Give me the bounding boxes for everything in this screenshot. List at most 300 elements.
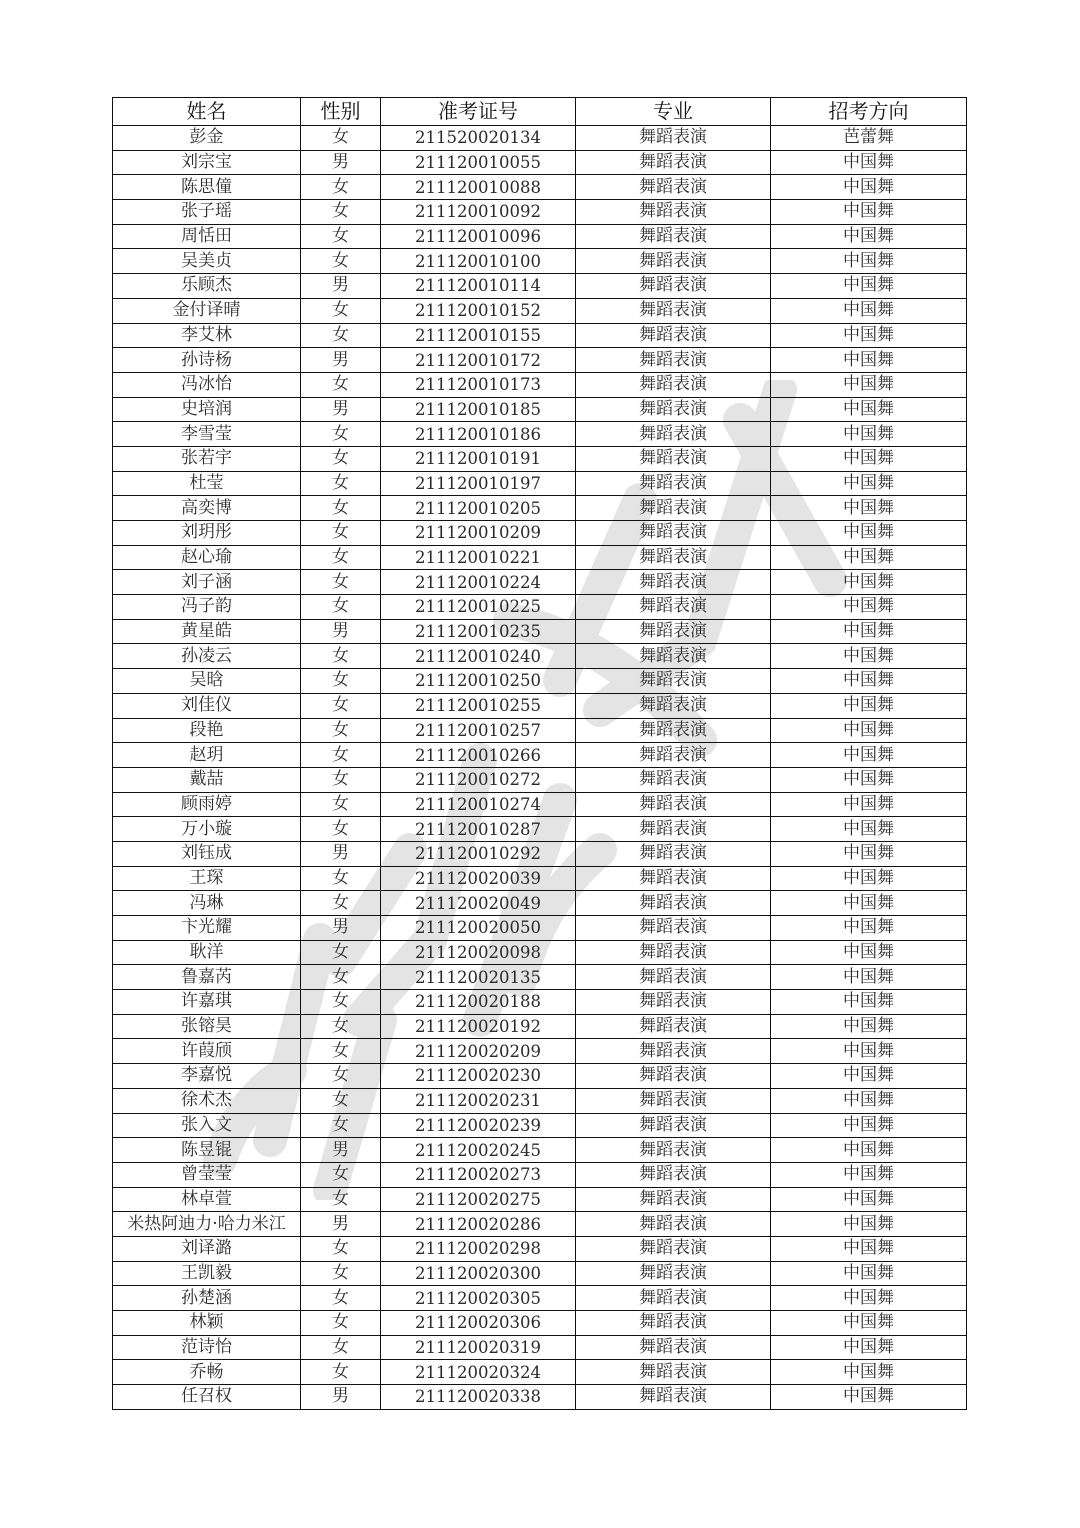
cell-name: 许葭颀 bbox=[113, 1039, 301, 1064]
table-row bbox=[113, 891, 967, 916]
cell-direction: 芭蕾舞 bbox=[771, 126, 967, 151]
cell-gender: 女 bbox=[301, 1113, 381, 1138]
cell-exam-id: 211120020245 bbox=[381, 1138, 576, 1163]
cell-major: 舞蹈表演 bbox=[576, 1113, 771, 1138]
cell-exam-id: 211120020188 bbox=[381, 990, 576, 1015]
cell-major: 舞蹈表演 bbox=[576, 150, 771, 175]
cell-exam-id: 211120010240 bbox=[381, 644, 576, 669]
cell-direction: 中国舞 bbox=[771, 693, 967, 718]
cell-gender: 女 bbox=[301, 891, 381, 916]
cell-exam-id: 211120010224 bbox=[381, 570, 576, 595]
cell-gender: 女 bbox=[301, 767, 381, 792]
table-row bbox=[113, 1335, 967, 1360]
cell-name: 杜莹 bbox=[113, 471, 301, 496]
cell-gender: 男 bbox=[301, 1212, 381, 1237]
cell-direction: 中国舞 bbox=[771, 1113, 967, 1138]
cell-exam-id: 211120010152 bbox=[381, 298, 576, 323]
cell-name: 顾雨婷 bbox=[113, 792, 301, 817]
cell-major: 舞蹈表演 bbox=[576, 891, 771, 916]
table-row bbox=[113, 1014, 967, 1039]
table-body bbox=[113, 126, 967, 1410]
cell-exam-id: 211120010055 bbox=[381, 150, 576, 175]
table-row bbox=[113, 521, 967, 546]
cell-major: 舞蹈表演 bbox=[576, 1039, 771, 1064]
cell-gender: 女 bbox=[301, 866, 381, 891]
cell-gender: 女 bbox=[301, 817, 381, 842]
cell-name: 高奕博 bbox=[113, 496, 301, 521]
cell-major: 舞蹈表演 bbox=[576, 743, 771, 768]
table-row bbox=[113, 1261, 967, 1286]
cell-exam-id: 211120010205 bbox=[381, 496, 576, 521]
table-row bbox=[113, 792, 967, 817]
table-row bbox=[113, 1385, 967, 1410]
table-row bbox=[113, 570, 967, 595]
cell-major: 舞蹈表演 bbox=[576, 767, 771, 792]
table-row bbox=[113, 200, 967, 225]
cell-name: 彭金 bbox=[113, 126, 301, 151]
cell-name: 卞光耀 bbox=[113, 916, 301, 941]
cell-direction: 中国舞 bbox=[771, 1064, 967, 1089]
cell-name: 许嘉琪 bbox=[113, 990, 301, 1015]
cell-name: 万小璇 bbox=[113, 817, 301, 842]
table-row bbox=[113, 1187, 967, 1212]
cell-direction: 中国舞 bbox=[771, 298, 967, 323]
cell-major: 舞蹈表演 bbox=[576, 866, 771, 891]
cell-direction: 中国舞 bbox=[771, 274, 967, 299]
cell-exam-id: 211120020049 bbox=[381, 891, 576, 916]
cell-gender: 女 bbox=[301, 693, 381, 718]
cell-major: 舞蹈表演 bbox=[576, 471, 771, 496]
cell-major: 舞蹈表演 bbox=[576, 200, 771, 225]
cell-gender: 男 bbox=[301, 150, 381, 175]
cell-direction: 中国舞 bbox=[771, 669, 967, 694]
cell-gender: 女 bbox=[301, 743, 381, 768]
cell-name: 刘子涵 bbox=[113, 570, 301, 595]
cell-gender: 女 bbox=[301, 126, 381, 151]
cell-direction: 中国舞 bbox=[771, 1335, 967, 1360]
table-row bbox=[113, 965, 967, 990]
cell-name: 林卓萱 bbox=[113, 1187, 301, 1212]
table-row bbox=[113, 175, 967, 200]
table-row bbox=[113, 298, 967, 323]
cell-name: 李雪莹 bbox=[113, 422, 301, 447]
admission-list-table bbox=[112, 97, 967, 1410]
cell-exam-id: 211120020306 bbox=[381, 1311, 576, 1336]
cell-gender: 女 bbox=[301, 595, 381, 620]
cell-major: 舞蹈表演 bbox=[576, 693, 771, 718]
cell-gender: 男 bbox=[301, 1138, 381, 1163]
cell-exam-id: 211120010191 bbox=[381, 446, 576, 471]
cell-exam-id: 211120020273 bbox=[381, 1162, 576, 1187]
cell-gender: 女 bbox=[301, 1064, 381, 1089]
cell-gender: 女 bbox=[301, 1360, 381, 1385]
cell-name: 张镕昊 bbox=[113, 1014, 301, 1039]
table-row bbox=[113, 372, 967, 397]
cell-major: 舞蹈表演 bbox=[576, 224, 771, 249]
cell-exam-id: 211120020305 bbox=[381, 1286, 576, 1311]
cell-gender: 女 bbox=[301, 545, 381, 570]
cell-name: 吴晗 bbox=[113, 669, 301, 694]
cell-name: 陈昱锟 bbox=[113, 1138, 301, 1163]
header-direction: 招考方向 bbox=[771, 98, 967, 126]
cell-name: 李嘉悦 bbox=[113, 1064, 301, 1089]
table-row bbox=[113, 1212, 967, 1237]
table-row bbox=[113, 422, 967, 447]
header-exam-id: 准考证号 bbox=[381, 98, 576, 126]
cell-major: 舞蹈表演 bbox=[576, 274, 771, 299]
cell-name: 黄星皓 bbox=[113, 619, 301, 644]
cell-gender: 男 bbox=[301, 916, 381, 941]
cell-exam-id: 211120010257 bbox=[381, 718, 576, 743]
cell-gender: 女 bbox=[301, 521, 381, 546]
table-row bbox=[113, 693, 967, 718]
cell-gender: 女 bbox=[301, 200, 381, 225]
table-row bbox=[113, 1360, 967, 1385]
cell-exam-id: 211120010114 bbox=[381, 274, 576, 299]
cell-direction: 中国舞 bbox=[771, 595, 967, 620]
cell-direction: 中国舞 bbox=[771, 792, 967, 817]
cell-name: 鲁嘉芮 bbox=[113, 965, 301, 990]
table-row bbox=[113, 1138, 967, 1163]
cell-direction: 中国舞 bbox=[771, 1138, 967, 1163]
cell-gender: 女 bbox=[301, 1162, 381, 1187]
cell-major: 舞蹈表演 bbox=[576, 126, 771, 151]
cell-gender: 女 bbox=[301, 224, 381, 249]
cell-exam-id: 211120010287 bbox=[381, 817, 576, 842]
cell-gender: 女 bbox=[301, 496, 381, 521]
cell-exam-id: 211120010292 bbox=[381, 841, 576, 866]
cell-direction: 中国舞 bbox=[771, 249, 967, 274]
cell-direction: 中国舞 bbox=[771, 150, 967, 175]
cell-direction: 中国舞 bbox=[771, 817, 967, 842]
cell-name: 吴美贞 bbox=[113, 249, 301, 274]
table-row bbox=[113, 619, 967, 644]
cell-major: 舞蹈表演 bbox=[576, 446, 771, 471]
cell-direction: 中国舞 bbox=[771, 916, 967, 941]
cell-direction: 中国舞 bbox=[771, 1311, 967, 1336]
cell-name: 任召权 bbox=[113, 1385, 301, 1410]
cell-gender: 男 bbox=[301, 841, 381, 866]
cell-major: 舞蹈表演 bbox=[576, 817, 771, 842]
cell-exam-id: 211120010185 bbox=[381, 397, 576, 422]
table-row bbox=[113, 1311, 967, 1336]
cell-exam-id: 211120020231 bbox=[381, 1088, 576, 1113]
cell-name: 林颖 bbox=[113, 1311, 301, 1336]
cell-exam-id: 211120020275 bbox=[381, 1187, 576, 1212]
cell-direction: 中国舞 bbox=[771, 1039, 967, 1064]
table-row bbox=[113, 397, 967, 422]
cell-exam-id: 211120020239 bbox=[381, 1113, 576, 1138]
cell-direction: 中国舞 bbox=[771, 1236, 967, 1261]
cell-gender: 女 bbox=[301, 249, 381, 274]
cell-name: 米热阿迪力·哈力米江 bbox=[113, 1212, 301, 1237]
cell-major: 舞蹈表演 bbox=[576, 496, 771, 521]
cell-direction: 中国舞 bbox=[771, 422, 967, 447]
table-row bbox=[113, 1039, 967, 1064]
cell-major: 舞蹈表演 bbox=[576, 1360, 771, 1385]
cell-name: 李艾林 bbox=[113, 323, 301, 348]
table-row bbox=[113, 1236, 967, 1261]
cell-direction: 中国舞 bbox=[771, 990, 967, 1015]
cell-direction: 中国舞 bbox=[771, 224, 967, 249]
cell-major: 舞蹈表演 bbox=[576, 323, 771, 348]
cell-major: 舞蹈表演 bbox=[576, 1014, 771, 1039]
cell-name: 刘钰成 bbox=[113, 841, 301, 866]
cell-exam-id: 211120020098 bbox=[381, 940, 576, 965]
header-gender: 性别 bbox=[301, 98, 381, 126]
cell-exam-id: 211120010209 bbox=[381, 521, 576, 546]
cell-gender: 女 bbox=[301, 1039, 381, 1064]
table-row bbox=[113, 496, 967, 521]
cell-direction: 中国舞 bbox=[771, 965, 967, 990]
cell-gender: 女 bbox=[301, 965, 381, 990]
cell-major: 舞蹈表演 bbox=[576, 1187, 771, 1212]
table-row bbox=[113, 274, 967, 299]
cell-name: 刘佳仪 bbox=[113, 693, 301, 718]
cell-name: 张若宇 bbox=[113, 446, 301, 471]
table-row bbox=[113, 940, 967, 965]
cell-exam-id: 211120020209 bbox=[381, 1039, 576, 1064]
cell-direction: 中国舞 bbox=[771, 496, 967, 521]
cell-exam-id: 211120010100 bbox=[381, 249, 576, 274]
cell-major: 舞蹈表演 bbox=[576, 1236, 771, 1261]
cell-exam-id: 211120010274 bbox=[381, 792, 576, 817]
cell-gender: 女 bbox=[301, 792, 381, 817]
cell-exam-id: 211120010092 bbox=[381, 200, 576, 225]
cell-name: 范诗怡 bbox=[113, 1335, 301, 1360]
cell-exam-id: 211120010250 bbox=[381, 669, 576, 694]
cell-major: 舞蹈表演 bbox=[576, 619, 771, 644]
cell-major: 舞蹈表演 bbox=[576, 1162, 771, 1187]
cell-gender: 男 bbox=[301, 1385, 381, 1410]
cell-gender: 女 bbox=[301, 446, 381, 471]
table-row bbox=[113, 471, 967, 496]
cell-direction: 中国舞 bbox=[771, 1385, 967, 1410]
cell-direction: 中国舞 bbox=[771, 1212, 967, 1237]
cell-direction: 中国舞 bbox=[771, 372, 967, 397]
cell-direction: 中国舞 bbox=[771, 1014, 967, 1039]
cell-name: 张子瑶 bbox=[113, 200, 301, 225]
table-row bbox=[113, 1113, 967, 1138]
cell-gender: 女 bbox=[301, 1311, 381, 1336]
cell-name: 乔畅 bbox=[113, 1360, 301, 1385]
cell-major: 舞蹈表演 bbox=[576, 595, 771, 620]
table-row bbox=[113, 718, 967, 743]
cell-gender: 女 bbox=[301, 1236, 381, 1261]
cell-gender: 女 bbox=[301, 1261, 381, 1286]
cell-name: 刘译潞 bbox=[113, 1236, 301, 1261]
cell-name: 金付译晴 bbox=[113, 298, 301, 323]
cell-exam-id: 211120010235 bbox=[381, 619, 576, 644]
cell-major: 舞蹈表演 bbox=[576, 1064, 771, 1089]
cell-name: 耿洋 bbox=[113, 940, 301, 965]
cell-exam-id: 211120020286 bbox=[381, 1212, 576, 1237]
table-row bbox=[113, 916, 967, 941]
cell-gender: 女 bbox=[301, 471, 381, 496]
cell-direction: 中国舞 bbox=[771, 644, 967, 669]
cell-name: 孙楚涵 bbox=[113, 1286, 301, 1311]
cell-direction: 中国舞 bbox=[771, 767, 967, 792]
table-row bbox=[113, 644, 967, 669]
cell-gender: 女 bbox=[301, 1088, 381, 1113]
table-row bbox=[113, 1162, 967, 1187]
cell-direction: 中国舞 bbox=[771, 1360, 967, 1385]
cell-name: 徐术杰 bbox=[113, 1088, 301, 1113]
cell-major: 舞蹈表演 bbox=[576, 249, 771, 274]
cell-major: 舞蹈表演 bbox=[576, 422, 771, 447]
cell-name: 史培润 bbox=[113, 397, 301, 422]
cell-direction: 中国舞 bbox=[771, 200, 967, 225]
cell-name: 刘宗宝 bbox=[113, 150, 301, 175]
cell-gender: 女 bbox=[301, 940, 381, 965]
cell-exam-id: 211120020039 bbox=[381, 866, 576, 891]
cell-exam-id: 211120020230 bbox=[381, 1064, 576, 1089]
cell-major: 舞蹈表演 bbox=[576, 669, 771, 694]
table-row bbox=[113, 595, 967, 620]
cell-major: 舞蹈表演 bbox=[576, 1335, 771, 1360]
cell-gender: 男 bbox=[301, 619, 381, 644]
cell-direction: 中国舞 bbox=[771, 521, 967, 546]
cell-exam-id: 211120020298 bbox=[381, 1236, 576, 1261]
cell-gender: 男 bbox=[301, 348, 381, 373]
cell-major: 舞蹈表演 bbox=[576, 1088, 771, 1113]
cell-direction: 中国舞 bbox=[771, 891, 967, 916]
table-row bbox=[113, 866, 967, 891]
header-name: 姓名 bbox=[113, 98, 301, 126]
cell-direction: 中国舞 bbox=[771, 348, 967, 373]
cell-name: 赵玥 bbox=[113, 743, 301, 768]
cell-exam-id: 211120020050 bbox=[381, 916, 576, 941]
cell-major: 舞蹈表演 bbox=[576, 1311, 771, 1336]
cell-major: 舞蹈表演 bbox=[576, 644, 771, 669]
cell-exam-id: 211120010186 bbox=[381, 422, 576, 447]
cell-gender: 女 bbox=[301, 372, 381, 397]
cell-direction: 中国舞 bbox=[771, 866, 967, 891]
cell-direction: 中国舞 bbox=[771, 940, 967, 965]
cell-major: 舞蹈表演 bbox=[576, 1138, 771, 1163]
table-row bbox=[113, 1064, 967, 1089]
cell-major: 舞蹈表演 bbox=[576, 298, 771, 323]
cell-exam-id: 211120020319 bbox=[381, 1335, 576, 1360]
cell-major: 舞蹈表演 bbox=[576, 1286, 771, 1311]
cell-gender: 女 bbox=[301, 570, 381, 595]
cell-direction: 中国舞 bbox=[771, 1162, 967, 1187]
cell-exam-id: 211120020324 bbox=[381, 1360, 576, 1385]
cell-major: 舞蹈表演 bbox=[576, 521, 771, 546]
table-row bbox=[113, 348, 967, 373]
cell-gender: 女 bbox=[301, 644, 381, 669]
cell-exam-id: 211120010272 bbox=[381, 767, 576, 792]
cell-exam-id: 211120010173 bbox=[381, 372, 576, 397]
cell-major: 舞蹈表演 bbox=[576, 1212, 771, 1237]
cell-exam-id: 211120010172 bbox=[381, 348, 576, 373]
cell-name: 孙诗杨 bbox=[113, 348, 301, 373]
table-row bbox=[113, 817, 967, 842]
cell-major: 舞蹈表演 bbox=[576, 990, 771, 1015]
cell-exam-id: 211120010266 bbox=[381, 743, 576, 768]
cell-direction: 中国舞 bbox=[771, 397, 967, 422]
cell-gender: 男 bbox=[301, 274, 381, 299]
cell-gender: 女 bbox=[301, 718, 381, 743]
table-row bbox=[113, 323, 967, 348]
cell-gender: 女 bbox=[301, 175, 381, 200]
cell-direction: 中国舞 bbox=[771, 1261, 967, 1286]
table-row bbox=[113, 224, 967, 249]
cell-exam-id: 211120020135 bbox=[381, 965, 576, 990]
cell-name: 张入文 bbox=[113, 1113, 301, 1138]
cell-major: 舞蹈表演 bbox=[576, 1385, 771, 1410]
cell-gender: 女 bbox=[301, 323, 381, 348]
cell-direction: 中国舞 bbox=[771, 570, 967, 595]
cell-exam-id: 211120010096 bbox=[381, 224, 576, 249]
cell-direction: 中国舞 bbox=[771, 743, 967, 768]
cell-major: 舞蹈表演 bbox=[576, 916, 771, 941]
cell-name: 段艳 bbox=[113, 718, 301, 743]
cell-major: 舞蹈表演 bbox=[576, 940, 771, 965]
cell-gender: 女 bbox=[301, 1187, 381, 1212]
cell-exam-id: 211120020338 bbox=[381, 1385, 576, 1410]
table-row bbox=[113, 1286, 967, 1311]
table-header-row bbox=[113, 98, 967, 126]
cell-direction: 中国舞 bbox=[771, 1088, 967, 1113]
cell-exam-id: 211120010255 bbox=[381, 693, 576, 718]
cell-direction: 中国舞 bbox=[771, 1187, 967, 1212]
cell-major: 舞蹈表演 bbox=[576, 570, 771, 595]
table-row bbox=[113, 126, 967, 151]
cell-major: 舞蹈表演 bbox=[576, 965, 771, 990]
cell-name: 冯冰怡 bbox=[113, 372, 301, 397]
cell-major: 舞蹈表演 bbox=[576, 175, 771, 200]
cell-name: 孙凌云 bbox=[113, 644, 301, 669]
cell-exam-id: 211520020134 bbox=[381, 126, 576, 151]
cell-direction: 中国舞 bbox=[771, 545, 967, 570]
cell-gender: 男 bbox=[301, 397, 381, 422]
table-row bbox=[113, 1088, 967, 1113]
table-row bbox=[113, 545, 967, 570]
table-row bbox=[113, 669, 967, 694]
cell-name: 周恬田 bbox=[113, 224, 301, 249]
table-row bbox=[113, 990, 967, 1015]
cell-exam-id: 211120010225 bbox=[381, 595, 576, 620]
cell-name: 赵心瑜 bbox=[113, 545, 301, 570]
table-row bbox=[113, 150, 967, 175]
cell-name: 冯琳 bbox=[113, 891, 301, 916]
cell-gender: 女 bbox=[301, 669, 381, 694]
cell-major: 舞蹈表演 bbox=[576, 372, 771, 397]
table-row bbox=[113, 767, 967, 792]
cell-gender: 女 bbox=[301, 298, 381, 323]
cell-exam-id: 211120020300 bbox=[381, 1261, 576, 1286]
cell-name: 戴喆 bbox=[113, 767, 301, 792]
cell-name: 刘玥彤 bbox=[113, 521, 301, 546]
cell-name: 曾莹莹 bbox=[113, 1162, 301, 1187]
cell-major: 舞蹈表演 bbox=[576, 718, 771, 743]
table-row bbox=[113, 841, 967, 866]
cell-exam-id: 211120010197 bbox=[381, 471, 576, 496]
cell-major: 舞蹈表演 bbox=[576, 348, 771, 373]
cell-exam-id: 211120010221 bbox=[381, 545, 576, 570]
cell-name: 陈思僮 bbox=[113, 175, 301, 200]
cell-gender: 女 bbox=[301, 1014, 381, 1039]
cell-direction: 中国舞 bbox=[771, 619, 967, 644]
cell-exam-id: 211120010088 bbox=[381, 175, 576, 200]
cell-direction: 中国舞 bbox=[771, 718, 967, 743]
cell-direction: 中国舞 bbox=[771, 841, 967, 866]
cell-name: 王凯毅 bbox=[113, 1261, 301, 1286]
cell-gender: 女 bbox=[301, 990, 381, 1015]
cell-exam-id: 211120010155 bbox=[381, 323, 576, 348]
cell-gender: 女 bbox=[301, 1335, 381, 1360]
